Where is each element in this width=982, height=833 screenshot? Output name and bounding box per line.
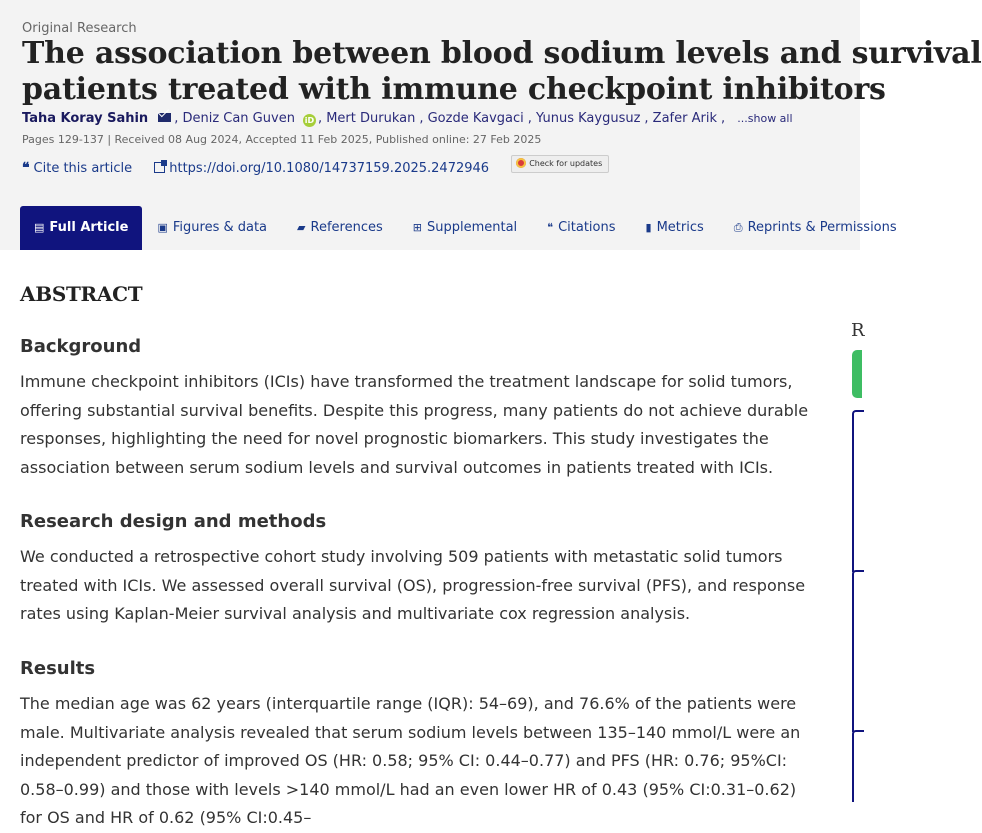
- tab-supplemental[interactable]: ⊞ Supplemental: [398, 206, 532, 250]
- tab-full-article[interactable]: ▤ Full Article: [20, 206, 142, 250]
- right-sidebar: [851, 0, 865, 791]
- book-icon: ▰: [297, 221, 306, 234]
- quote-icon: ❝: [547, 221, 554, 234]
- background-paragraph: Immune checkpoint inhibitors (ICIs) have transformed the treatment landscape for solid tumors, offering substantial survival benefits. Despite this progress, many patients do not achieve durable responses, highlighting the need for novel prognostic biomarkers. This study investigates the association between serum sodium levels and survival outcomes in patients treated with ICIs.: [20, 372, 809, 477]
- article-tabs: [20, 206, 912, 250]
- show-all-authors-link[interactable]: ...show all: [737, 112, 793, 125]
- sidebar-heading: R: [851, 320, 865, 341]
- tab-citations[interactable]: ❝ Citations: [532, 206, 630, 250]
- abstract-heading: ABSTRACT: [20, 282, 143, 306]
- plus-square-icon: ⊞: [412, 221, 422, 234]
- author-link[interactable]: Gozde Kavgaci: [427, 111, 524, 126]
- check-for-updates-button[interactable]: Check for updates: [511, 155, 609, 173]
- results-paragraph: The median age was 62 years (interquartile range (IQR): 54–69), and 76.6% of the patients were male. Multivariate analysis revealed that serum sodium levels between 135–140 mmol/L were an independent predictor of improved OS (HR: 0.58; 95% CI: 0.44–0.77) and PFS (HR: 0.76; 95%CI: 0.58–0.99) and those with levels >140 mmol/L had an even lower HR of 0.43 (95% CI:0.31–0.62) for OS and HR of 0.62 (95% CI:0.45–: [20, 694, 801, 827]
- author-link[interactable]: Mert Durukan: [326, 111, 416, 126]
- title-line-1: The association between blood sodium levels and survival: [22, 36, 982, 71]
- tab-references[interactable]: ▰ References: [282, 206, 398, 250]
- methods-paragraph: We conducted a retrospective cohort study involving 509 patients with metastatic solid tumors treated with ICIs. We assessed overall survival (OS), progression-free survival (PFS), and response rates using Kaplan-Meier survival analysis and multivariate cox regression analysis.: [20, 547, 806, 623]
- article-links: [22, 160, 609, 179]
- bar-chart-icon: ▮: [645, 221, 652, 234]
- article-title: [22, 36, 982, 108]
- image-icon: ▣: [157, 221, 168, 234]
- crossmark-icon: [516, 158, 526, 168]
- cite-article-link[interactable]: ❝ Cite this article: [22, 160, 133, 176]
- author-link[interactable]: Taha Koray Sahin: [22, 111, 149, 126]
- orcid-icon[interactable]: iD: [304, 116, 315, 125]
- author-link[interactable]: Zafer Arik: [652, 111, 717, 126]
- sidebar-card[interactable]: [852, 730, 864, 802]
- methods-heading: Research design and methods: [20, 511, 327, 532]
- mail-icon[interactable]: [158, 113, 171, 122]
- external-link-icon: [154, 162, 165, 173]
- article-type: Original Research: [22, 21, 137, 36]
- publication-info: Pages 129-137 | Received 08 Aug 2024, Accepted 11 Feb 2025, Published online: 27 Feb 2025: [22, 133, 542, 146]
- author-list: Taha Koray Sahin , Deniz Can Guven iD , Mert Durukan , Gozde Kavgaci , Yunus Kaygusuz , Zafer Arik , ...show all: [22, 111, 793, 126]
- tab-reprints-permissions[interactable]: ⎙ Reprints & Permissions: [719, 206, 912, 250]
- doi-link[interactable]: https://doi.org/10.1080/14737159.2025.2472946: [154, 161, 489, 176]
- sidebar-card[interactable]: [852, 570, 864, 732]
- sidebar-card[interactable]: [852, 410, 864, 572]
- author-link[interactable]: Deniz Can Guven: [182, 111, 295, 126]
- article-header: [0, 0, 982, 250]
- author-link[interactable]: Yunus Kaygusuz: [536, 111, 641, 126]
- quote-icon: ❝: [22, 160, 30, 176]
- sidebar-green-button[interactable]: [852, 350, 862, 398]
- document-icon: ▤: [34, 221, 45, 234]
- tab-metrics[interactable]: ▮ Metrics: [631, 206, 719, 250]
- tab-figures-data[interactable]: ▣ Figures & data: [142, 206, 282, 250]
- title-line-2: patients treated with immune checkpoint inhibitors: [22, 72, 886, 107]
- results-heading: Results: [20, 658, 96, 679]
- print-icon: ⎙: [733, 221, 743, 234]
- background-heading: Background: [20, 336, 142, 357]
